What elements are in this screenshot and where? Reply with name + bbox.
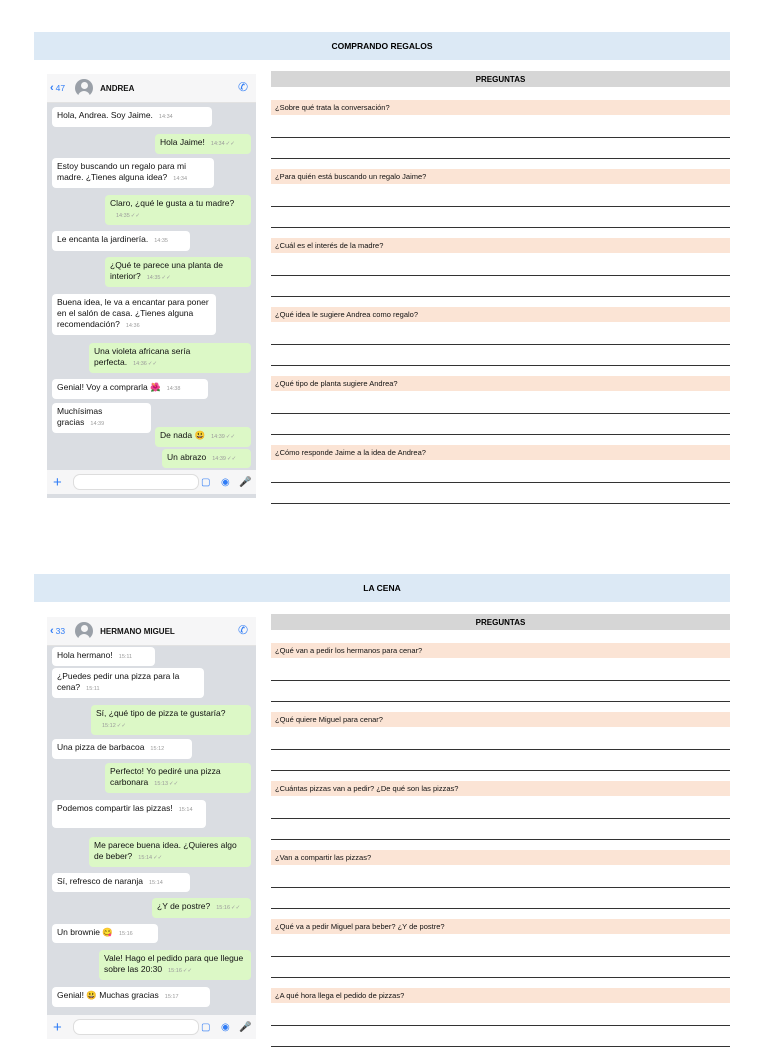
message-time: 14:34 xyxy=(158,114,173,120)
answer-line[interactable] xyxy=(271,887,730,888)
input-bar xyxy=(47,1015,256,1039)
message-time: 14:39 xyxy=(90,421,105,427)
plus-icon[interactable]: + xyxy=(53,473,62,491)
answer-line[interactable] xyxy=(271,158,730,159)
message-bubble-received[interactable] xyxy=(52,647,155,666)
questions-panel xyxy=(271,614,730,1000)
message-text: Claro, ¿qué le gusta a tu madre? xyxy=(110,198,235,208)
message-text: Una pizza de barbacoa xyxy=(57,742,145,752)
message-text: De nada 😃 xyxy=(160,430,206,440)
read-check-icon: ✓✓ xyxy=(130,213,140,219)
message-text: Estoy buscando un regalo para mi madre. ¿Tienes alguna idea? xyxy=(57,161,186,182)
message-time: 15:12 xyxy=(150,746,165,752)
sticker-icon[interactable]: ▢ xyxy=(201,1021,211,1033)
microphone-icon[interactable]: 🎤 xyxy=(239,1021,252,1033)
question-item: ¿Van a compartir las pizzas? xyxy=(271,850,730,865)
message-input[interactable] xyxy=(73,474,199,490)
message-bubble-received[interactable] xyxy=(52,873,190,892)
message-text: Le encanta la jardinería. xyxy=(57,234,149,244)
questions-panel xyxy=(271,71,730,457)
message-text: Genial! Voy a comprarla 🌺 xyxy=(57,382,161,392)
message-text: Sí, refresco de naranja xyxy=(57,876,143,886)
input-bar xyxy=(47,470,256,494)
message-bubble-sent[interactable] xyxy=(162,449,251,468)
questions-header: PREGUNTAS xyxy=(271,71,730,87)
message-bubble-received[interactable] xyxy=(52,107,212,127)
message-time: 15:16 xyxy=(216,905,231,911)
message-bubble-received[interactable] xyxy=(52,231,190,251)
message-bubble-received[interactable] xyxy=(52,294,216,335)
answer-line[interactable] xyxy=(271,275,730,276)
message-text: Buena idea, le va a encantar para poner en el salón de casa. ¿Tienes alguna recomendación? xyxy=(57,297,209,329)
message-bubble-sent[interactable] xyxy=(155,427,251,447)
read-check-icon: ✓✓ xyxy=(182,968,193,974)
message-time: 15:16 xyxy=(118,931,133,937)
message-text: Sí, ¿qué tipo de pizza te gustaría? xyxy=(96,708,226,718)
sticker-icon[interactable]: ▢ xyxy=(201,476,211,488)
question-item: ¿Cuál es el interés de la madre? xyxy=(271,238,730,253)
read-check-icon: ✓✓ xyxy=(226,456,237,462)
answer-line[interactable] xyxy=(271,482,730,483)
message-time: 14:39 xyxy=(212,456,226,462)
message-time: 15:17 xyxy=(164,994,179,1000)
message-time: 14:36 xyxy=(125,323,140,329)
message-time: 15:13 xyxy=(154,781,169,787)
message-bubble-received[interactable] xyxy=(52,668,204,698)
answer-line[interactable] xyxy=(271,1025,730,1026)
message-bubble-sent[interactable] xyxy=(105,257,251,287)
message-bubble-sent[interactable] xyxy=(155,134,251,154)
answer-line[interactable] xyxy=(271,956,730,957)
avatar xyxy=(75,622,93,640)
answer-line[interactable] xyxy=(271,344,730,345)
answer-line[interactable] xyxy=(271,137,730,138)
camera-icon[interactable]: ◉ xyxy=(221,476,230,488)
message-bubble-received[interactable] xyxy=(52,987,210,1007)
message-time: 14:35 xyxy=(154,238,168,244)
message-text: Vale! Hago el pedido para que llegue sobre las 20:30 xyxy=(104,953,244,974)
message-bubble-received[interactable] xyxy=(52,158,214,188)
message-text: ¿Puedes pedir una pizza para la cena? xyxy=(57,671,180,692)
answer-line[interactable] xyxy=(271,770,730,771)
question-item: ¿Cómo responde Jaime a la idea de Andrea? xyxy=(271,445,730,460)
message-text: Una violeta africana sería perfecta. xyxy=(94,346,191,367)
question-item: ¿A qué hora llega el pedido de pizzas? xyxy=(271,988,730,1003)
message-text: Me parece buena idea. ¿Quieres algo de beber? xyxy=(94,840,237,861)
question-item: ¿Qué quiere Miguel para cenar? xyxy=(271,712,730,727)
chat-header xyxy=(47,74,256,103)
message-bubble-sent[interactable] xyxy=(89,343,251,373)
message-text: Muchísimas gracias xyxy=(57,406,103,427)
message-time: 14:38 xyxy=(166,386,181,392)
message-time: 15:14 xyxy=(149,880,163,886)
message-bubble-sent[interactable] xyxy=(89,837,251,867)
read-check-icon: ✓✓ xyxy=(225,141,235,147)
message-time: 15:14 xyxy=(138,855,153,861)
message-bubble-received[interactable] xyxy=(52,379,208,399)
message-time: 14:39 xyxy=(211,434,225,440)
read-check-icon: ✓✓ xyxy=(153,855,163,861)
message-bubble-sent[interactable] xyxy=(152,898,251,918)
question-item: ¿Qué tipo de planta sugiere Andrea? xyxy=(271,376,730,391)
message-bubble-received[interactable] xyxy=(52,924,158,943)
message-time: 15:12 xyxy=(102,723,116,729)
read-check-icon: ✓✓ xyxy=(116,723,126,729)
answer-line[interactable] xyxy=(271,977,730,978)
answer-line[interactable] xyxy=(271,680,730,681)
question-item: ¿Para quién está buscando un regalo Jaime? xyxy=(271,169,730,184)
message-text: Perfecto! Yo pediré una pizza carbonara xyxy=(110,766,221,787)
message-time: 15:16 xyxy=(168,968,182,974)
message-bubble-sent[interactable] xyxy=(91,705,251,735)
message-text: Un brownie 😋 xyxy=(57,927,113,937)
add-call-icon[interactable]: ✆ xyxy=(237,80,248,94)
message-text: Un abrazo xyxy=(167,452,207,462)
message-bubble-sent[interactable] xyxy=(105,763,251,793)
questions-header: PREGUNTAS xyxy=(271,614,730,630)
message-time: 14:36 xyxy=(133,361,147,367)
question-item: ¿Sobre qué trata la conversación? xyxy=(271,100,730,115)
answer-line[interactable] xyxy=(271,749,730,750)
chat-phone xyxy=(47,74,256,498)
message-text: Podemos compartir las pizzas! xyxy=(57,803,173,813)
message-time: 14:34 xyxy=(173,176,188,182)
message-text: Hola, Andrea. Soy Jaime. xyxy=(57,110,153,120)
chevron-left-icon: ‹ xyxy=(50,625,54,637)
section-title: COMPRANDO REGALOS xyxy=(34,32,730,60)
message-bubble-received[interactable] xyxy=(52,739,192,759)
plus-icon[interactable]: + xyxy=(53,1018,62,1036)
read-check-icon: ✓✓ xyxy=(225,434,236,440)
add-call-icon[interactable]: ✆ xyxy=(237,623,248,637)
chat-phone xyxy=(47,617,256,1036)
chevron-left-icon: ‹ xyxy=(50,82,54,94)
read-check-icon: ✓✓ xyxy=(169,781,179,787)
question-item: ¿Qué va a pedir Miguel para beber? ¿Y de postre? xyxy=(271,919,730,934)
answer-line[interactable] xyxy=(271,365,730,366)
answer-line[interactable] xyxy=(271,839,730,840)
message-time: 15:14 xyxy=(178,807,193,813)
message-time: 15:11 xyxy=(118,654,133,660)
contact-name: HERMANO MIGUEL xyxy=(100,626,175,636)
message-bubble-received[interactable] xyxy=(52,403,151,433)
read-check-icon: ✓✓ xyxy=(147,361,158,367)
message-input[interactable] xyxy=(73,1019,199,1035)
answer-line[interactable] xyxy=(271,701,730,702)
message-time: 14:34 xyxy=(210,141,225,147)
answer-line[interactable] xyxy=(271,413,730,414)
answer-line[interactable] xyxy=(271,908,730,909)
answer-line[interactable] xyxy=(271,296,730,297)
message-text: Hola hermano! xyxy=(57,650,113,660)
message-time: 15:11 xyxy=(86,686,100,692)
message-text: Genial! 😃 Muchas gracias xyxy=(57,990,159,1000)
camera-icon[interactable]: ◉ xyxy=(221,1021,230,1033)
back-button[interactable]: ‹ 47 xyxy=(50,82,66,94)
avatar xyxy=(75,79,93,97)
read-check-icon: ✓✓ xyxy=(161,275,171,281)
question-item: ¿Qué van a pedir los hermanos para cenar? xyxy=(271,643,730,658)
answer-line[interactable] xyxy=(271,206,730,207)
microphone-icon[interactable]: 🎤 xyxy=(239,476,252,488)
back-button[interactable]: ‹ 33 xyxy=(50,625,66,637)
answer-line[interactable] xyxy=(271,818,730,819)
message-text: ¿Y de postre? xyxy=(157,901,211,911)
message-text: Hola Jaime! xyxy=(160,137,205,147)
question-item: ¿Qué idea le sugiere Andrea como regalo? xyxy=(271,307,730,322)
message-text: ¿Qué te parece una planta de interior? xyxy=(110,260,223,281)
contact-name: ANDREA xyxy=(100,83,135,93)
answer-line[interactable] xyxy=(271,434,730,435)
section-title: LA CENA xyxy=(34,574,730,602)
read-check-icon: ✓✓ xyxy=(231,905,241,911)
chat-header xyxy=(47,617,256,646)
message-bubble-sent[interactable] xyxy=(105,195,251,225)
message-bubble-received[interactable] xyxy=(52,800,206,828)
message-bubble-sent[interactable] xyxy=(99,950,251,980)
question-item: ¿Cuántas pizzas van a pedir? ¿De qué son las pizzas? xyxy=(271,781,730,796)
answer-line[interactable] xyxy=(271,503,730,504)
message-time: 14:35 xyxy=(146,275,161,281)
answer-line[interactable] xyxy=(271,227,730,228)
message-time: 14:35 xyxy=(116,213,130,219)
